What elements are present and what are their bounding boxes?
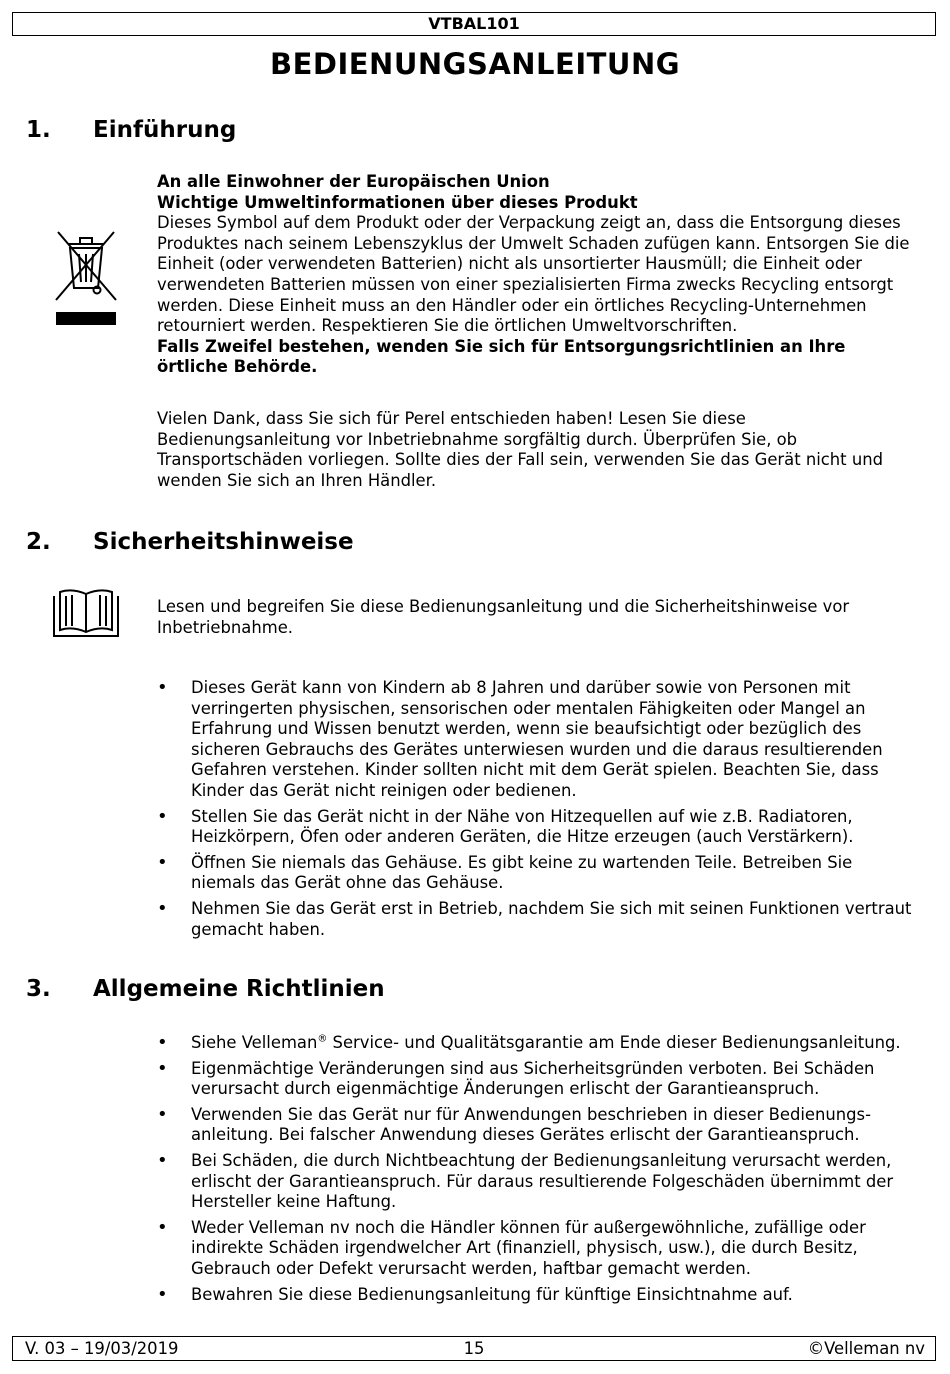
section-title: Einführung xyxy=(93,117,237,143)
list-item-text: Siehe Velleman xyxy=(191,1033,318,1052)
registered-mark: ® xyxy=(317,1033,328,1045)
section-title: Allgemeine Richtlinien xyxy=(93,976,385,1002)
env-heading: Wichtige Umweltinformationen über dieses Produkt xyxy=(157,192,638,212)
section-number: 3. xyxy=(26,976,51,1002)
list-item-text: Service- und Qualitätsgarantie am Ende dieser Bedienungsanleitung. xyxy=(327,1033,901,1052)
section-1-heading xyxy=(26,115,236,145)
footer-page-number: 15 xyxy=(463,1339,485,1358)
guidelines-bullets xyxy=(157,1033,917,1310)
model-header xyxy=(12,12,936,36)
list-item: • Dieses Gerät kann von Kindern ab 8 Jahren und darüber sowie von Personen mit verringerten physischen, sensorischen oder mentalen Fähigkeiten oder Mangel an Erfahrung und Wissen benutzt werden, wenn sie beaufsichtigt oder bezüglich des sicheren Gebrauchs des Gerätes unterwiesen wurden und die daraus resultierenden Gefahren verstehen. Kinder sollten nicht mit dem Gerät spielen. Beachten Sie, dass Kinder das Gerät nicht reinigen oder bedienen. xyxy=(157,678,917,802)
list-item: • Verwenden Sie das Gerät nur für Anwendungen beschrieben in dieser Bedienungs-anleitung. Bei falscher Anwendung dieses Gerätes erlischt der Garantieanspruch. xyxy=(157,1105,917,1146)
section-number: 2. xyxy=(26,529,51,555)
footer-copyright: ©Velleman nv xyxy=(807,1339,925,1358)
footer-version: V. 03 – 19/03/2019 xyxy=(25,1339,179,1358)
open-book-icon xyxy=(52,586,120,638)
read-manual-note xyxy=(157,597,917,638)
thanks-text: Vielen Dank, dass Sie sich für Perel entschieden haben! Lesen Sie diese Bedienungsanleitung vor Inbetriebnahme sorgfältig durch. Überprüfen Sie, ob Transportschäden vorliegen. Sollte dies der Fall sein, verwenden Sie das Gerät nicht und wenden Sie sich an Ihren Händler. xyxy=(157,409,883,490)
list-item: • Nehmen Sie das Gerät erst in Betrieb, nachdem Sie sich mit seinen Funktionen vertraut gemacht haben. xyxy=(157,899,917,940)
weee-crossed-bin-icon xyxy=(48,226,124,328)
section-number: 1. xyxy=(26,117,51,143)
environment-info xyxy=(157,172,917,378)
env-text: Dieses Symbol auf dem Produkt oder der Verpackung zeigt an, dass die Entsorgung dieses Produktes nach seinem Lebenszyklus der Umwelt Schaden zufügen kann. Entsorgen Sie die Einheit (oder verwendeten Batterien) nicht als unsortierter Hausmüll; die Einheit oder verwendeten Batterien müssen von einer spezialisierten Firma zwecks Recycling entsorgt werden. Diese Einheit muss an den Händler oder ein örtliches Recycling-Unternehmen retourniert werden. Respektieren Sie die örtlichen Umweltvorschriften. xyxy=(157,213,910,336)
section-2-heading xyxy=(26,527,354,557)
page-title: BEDIENUNGSANLEITUNG xyxy=(269,47,681,81)
env-bold-note: Falls Zweifel bestehen, wenden Sie sich für Entsorgungsrichtlinien an Ihre örtliche Behörde. xyxy=(157,336,846,377)
thanks-paragraph xyxy=(157,409,917,491)
read-text: Lesen und begreifen Sie diese Bedienungsanleitung und die Sicherheitshinweise vor Inbetriebnahme. xyxy=(157,597,850,637)
page-footer xyxy=(12,1336,936,1361)
list-item: • Bei Schäden, die durch Nichtbeachtung der Bedienungsanleitung verursacht werden, erlischt der Garantieanspruch. Für daraus resultierende Folgeschäden übernimmt der Hersteller keine Haftung. xyxy=(157,1151,917,1213)
section-3-heading xyxy=(26,974,385,1004)
list-item: • Eigenmächtige Veränderungen sind aus Sicherheitsgründen verboten. Bei Schäden verursacht durch eigenmächtige Änderungen erlischt der Garantieanspruch. xyxy=(157,1059,917,1100)
list-item: • Stellen Sie das Gerät nicht in der Nähe von Hitzequellen auf wie z.B. Radiatoren, Heizkörpern, Öfen oder anderen Geräten, die Hitze erzeugen (auch Verstärkern). xyxy=(157,807,917,848)
safety-bullets xyxy=(157,678,917,945)
list-item: • Bewahren Sie diese Bedienungsanleitung für künftige Einsichtnahme auf. xyxy=(157,1285,917,1306)
list-item xyxy=(157,1033,917,1054)
section-title: Sicherheitshinweise xyxy=(93,529,354,555)
model-number: VTBAL101 xyxy=(428,14,520,33)
list-item: • Öffnen Sie niemals das Gehäuse. Es gibt keine zu wartenden Teile. Betreiben Sie niemals das Gerät ohne das Gehäuse. xyxy=(157,853,917,894)
list-item: • Weder Velleman nv noch die Händler können für außergewöhnliche, zufällige oder indirekte Schäden irgendwelcher Art (finanziell, physisch, usw.), die durch Besitz, Gebrauch oder Defekt verursacht werden, haftbar gemacht werden. xyxy=(157,1218,917,1280)
eu-heading: An alle Einwohner der Europäischen Union xyxy=(157,172,550,191)
